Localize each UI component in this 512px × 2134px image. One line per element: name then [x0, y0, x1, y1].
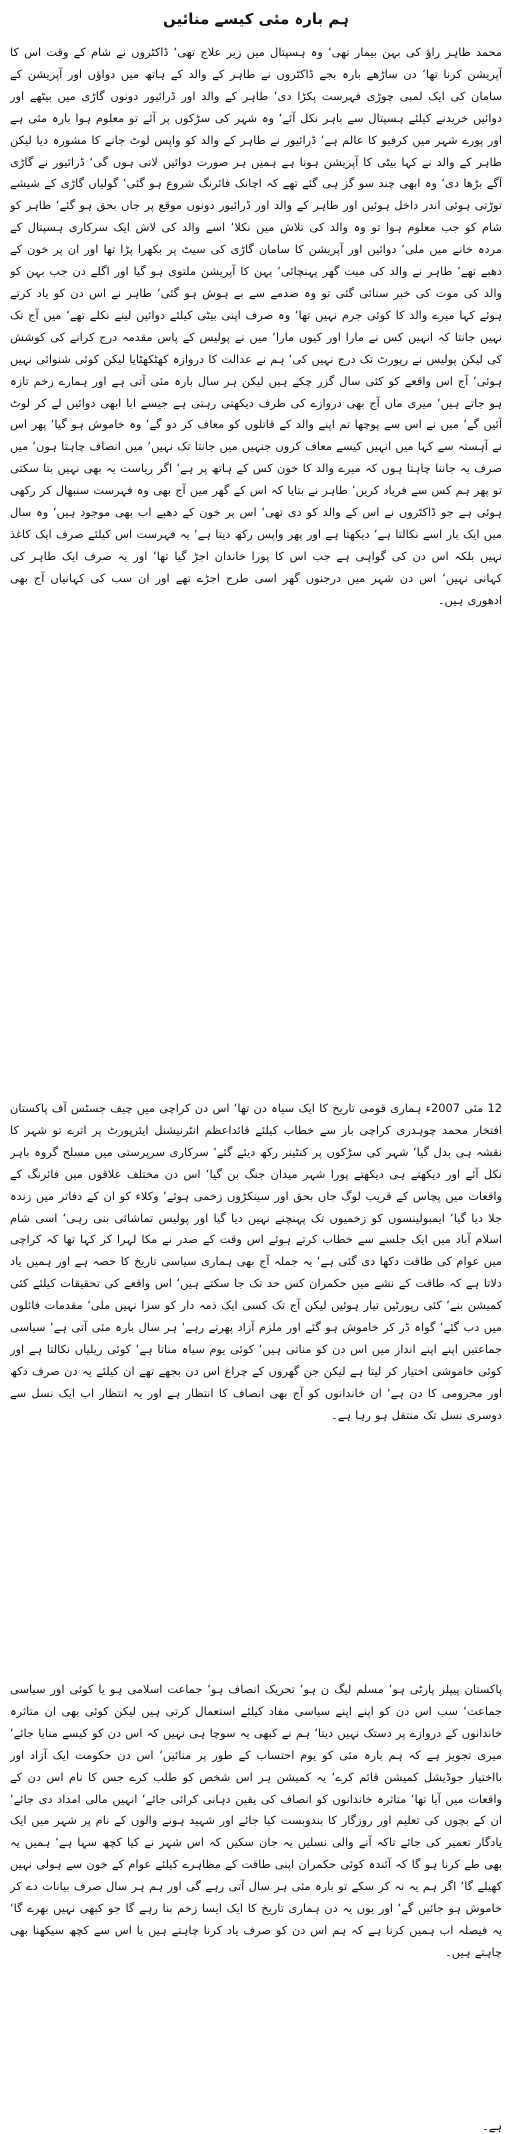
article-ending: ہے۔: [481, 2119, 502, 2133]
article-paragraph-2: 12 مئی 2007ء ہماری قومی تاریخ کا ایک سیاہ دن تھا‘ اس دن کراچی میں چیف جسٹس آف پاکستان افتخار محمد چوہدری کراچی بار سے خطاب کیلئے قائداعظم انٹرنیشنل ایئرپورٹ پر اترے تو شہر کا نقشہ ہی بدل گیا‘ شہر کی سڑکوں پر کنٹینر رکھ دیئے گئے‘ سرکاری سرپرستی میں مسلح گروہ باہر نکل آئے اور دیکھتے ہی دیکھتے پورا شہر میدان جنگ بن گیا‘ اس دن مختلف علاقوں میں فائرنگ کے واقعات میں پچاس کے قریب لوگ جاں بحق اور سینکڑوں زخمی ہوئے‘ وکلاء کو ان کے دفاتر میں زندہ جلا دیا گیا‘ ایمبولینسوں کو زخمیوں تک پہنچنے نہیں دیا گیا اور پولیس تماشائی بنی رہی‘ اسی شام اسلام آباد میں ایک جلسے سے خطاب کرتے ہوئے اس وقت کے صدر نے مکا لہرا کر کہا تھا کہ کراچی میں عوام کی طاقت دکھا دی گئی ہے‘ یہ جملہ آج بھی ہماری سیاسی تاریخ کا حصہ ہے اور ہمیں یاد دلاتا ہے کہ طاقت کے نشے میں حکمران کس حد تک جا سکتے ہیں‘ اس واقعے کی تحقیقات کیلئے کئی کمیشن بنے‘ کئی رپورٹیں تیار ہوئیں لیکن آج تک کسی ایک ذمہ دار کو سزا نہیں ملی‘ مقدمات فائلوں میں دب گئے‘ گواہ ڈر کر خاموش ہو گئے اور ملزم آزاد پھرتے رہے‘ ہر سال بارہ مئی آتی ہے‘ سیاسی جماعتیں اپنے اپنے انداز میں اس دن کو مناتی ہیں‘ کوئی یوم سیاہ مناتا ہے‘ کوئی ریلیاں نکالتا ہے اور کوئی خاموشی اختیار کر لیتا ہے لیکن جن گھروں کے چراغ اس دن بجھے تھے ان کیلئے یہ دن صرف دکھ اور محرومی کا دن ہے‘ ان خاندانوں کو آج بھی انصاف کا انتظار ہے اور یہ انتظار اب ایک نسل سے دوسری نسل تک منتقل ہو رہا ہے۔: [10, 1101, 502, 1422]
article-title: ہم بارہ مئی کیسے منائیں: [163, 10, 349, 28]
article-paragraph-1: محمد طاہر راؤ کی بہن بیمار تھی‘ وہ ہسپتال میں زیر علاج تھی‘ ڈاکٹروں نے شام کے وقت اس کا آپریشن کرنا تھا‘ دن ساڑھے بارہ بجے ڈاکٹروں نے طاہر کے والد کے ہاتھ میں دواؤں اور آپریشن کے سامان کی ایک لمبی چوڑی فہرست پکڑا دی‘ طاہر کے والد اور ڈرائیور دونوں گاڑی میں بیٹھے اور دوائیں خریدنے کیلئے ہسپتال سے باہر نکل آئے‘ وہ شہر کی سڑکوں پر آئے تو معلوم ہوا بارہ مئی ہے اور پورے شہر میں کرفیو کا عالم ہے‘ ڈرائیور نے طاہر کے والد کو واپس لوٹ جانے کا مشورہ دیا لیکن طاہر کے والد نے کہا بیٹی کا آپریشن ہونا ہے ہمیں ہر صورت دوائیں لانی ہوں گی‘ ڈرائیور نے گاڑی آگے بڑھا دی‘ وہ ابھی چند سو گز ہی گئے تھے کہ اچانک فائرنگ شروع ہو گئی‘ گولیاں گاڑی کے شیشے توڑتی ہوئی اندر داخل ہوئیں اور طاہر کے والد اور ڈرائیور دونوں موقع پر جاں بحق ہو گئے‘ طاہر کو شام کو جب معلوم ہوا تو وہ والد کی تلاش میں نکلا‘ اسے والد کی لاش ایک سرکاری ہسپتال کے مردہ خانے میں ملی‘ دوائیں اور آپریشن کا سامان گاڑی کی سیٹ پر بکھرا پڑا تھا اور ان پر خون کے دھبے تھے‘ طاہر نے والد کی میت گھر پہنچائی‘ بہن کا آپریشن ملتوی ہو گیا اور اگلے دن جب بہن کو والد کی موت کی خبر سنائی گئی تو وہ صدمے سے بے ہوش ہو گئی‘ طاہر نے اس دن کو یاد کرتے ہوئے کہا میرے والد کا کوئی جرم نہیں تھا‘ وہ صرف اپنی بیٹی کیلئے دوائیں لینے نکلے تھے‘ میں آج تک نہیں جانتا کہ انہیں کس نے مارا اور کیوں مارا‘ میں نے پولیس کے پاس مقدمہ درج کرانے کی کوشش کی لیکن پولیس نے رپورٹ تک درج نہیں کی‘ ہم نے عدالت کا دروازہ کھٹکھٹایا لیکن کوئی شنوائی نہیں ہوئی‘ آج اس واقعے کو کئی سال گزر چکے ہیں لیکن ہر سال بارہ مئی آتی ہے اور ہمارے زخم تازہ ہو جاتے ہیں‘ میری ماں آج بھی دروازے کی طرف دیکھتی رہتی ہے جیسے ابا ابھی دوائیں لے کر لوٹ آئیں گے‘ میں نے اس سے پوچھا تم اپنے والد کے قاتلوں کو معاف کر دو گے‘ وہ خاموش ہو گیا‘ پھر اس نے آہستہ سے کہا میں انہیں کیسے معاف کروں جنہیں میں جانتا تک نہیں‘ میں انصاف چاہتا ہوں‘ میں صرف یہ جاننا چاہتا ہوں کہ میرے والد کا خون کس کے ہاتھ پر ہے‘ اگر ریاست یہ بھی نہیں بتا سکتی تو پھر ہم کس سے فریاد کریں‘ طاہر نے بتایا کہ اس کے گھر میں آج بھی وہ فہرست سنبھال کر رکھی ہوئی ہے جو ڈاکٹروں نے اس کے والد کو دی تھی‘ اس پر خون کے دھبے اب بھی موجود ہیں‘ وہ سال میں ایک بار اسے نکالتا ہے‘ دیکھتا ہے اور پھر واپس رکھ دیتا ہے‘ یہ فہرست اس کیلئے صرف ایک کاغذ نہیں بلکہ اس دن کی گواہی ہے جب اس کا پورا خاندان اجڑ گیا تھا‘ اور یہ صرف ایک طاہر کی کہانی نہیں‘ اس دن شہر میں درجنوں گھر اسی طرح اجڑے تھے اور ان سب کی کہانیاں آج بھی ادھوری ہیں۔: [10, 45, 502, 607]
article-paragraph-3: پاکستان پیپلز پارٹی ہو‘ مسلم لیگ ن ہو‘ تحریک انصاف ہو‘ جماعت اسلامی ہو یا کوئی اور سیاسی جماعت‘ سب اس دن کو اپنے اپنے سیاسی مفاد کیلئے استعمال کرتی ہیں لیکن کوئی بھی ان متاثرہ خاندانوں کے دروازے پر دستک نہیں دیتا‘ ہم نے کبھی یہ سوچا ہی نہیں کہ اس دن کو کیسے منایا جائے‘ میری تجویز ہے کہ ہم بارہ مئی کو یوم احتساب کے طور پر منائیں‘ اس دن حکومت ایک آزاد اور بااختیار جوڈیشل کمیشن قائم کرے‘ یہ کمیشن ہر اس شخص کو طلب کرے جس کا نام اس دن کے واقعات میں آیا تھا‘ متاثرہ خاندانوں کو انصاف کی یقین دہانی کرائی جائے‘ انہیں مالی امداد دی جائے‘ ان کے بچوں کی تعلیم اور روزگار کا بندوبست کیا جائے اور شہید ہونے والوں کے نام پر شہر میں ایک یادگار تعمیر کی جائے تاکہ آنے والی نسلیں یہ جان سکیں کہ اس شہر نے کیا کچھ سہا ہے‘ ہمیں یہ بھی طے کرنا ہو گا کہ آئندہ کوئی حکمران اپنی طاقت کے مظاہرے کیلئے عوام کے خون سے ہولی نہیں کھیلے گا‘ اگر ہم یہ نہ کر سکے تو بارہ مئی ہر سال آتی رہے گی اور ہم ہر سال صرف بیانات دے کر خاموش ہو جائیں گے‘ اور یوں یہ دن ہماری تاریخ کا ایک ایسا زخم بنا رہے گا جو کبھی نہیں بھرے گا‘ یہ فیصلہ اب ہمیں کرنا ہے کہ ہم اس دن کو صرف یاد کرنا چاہتے ہیں یا اس سے کچھ سیکھنا بھی چاہتے ہیں۔: [10, 1682, 502, 1959]
